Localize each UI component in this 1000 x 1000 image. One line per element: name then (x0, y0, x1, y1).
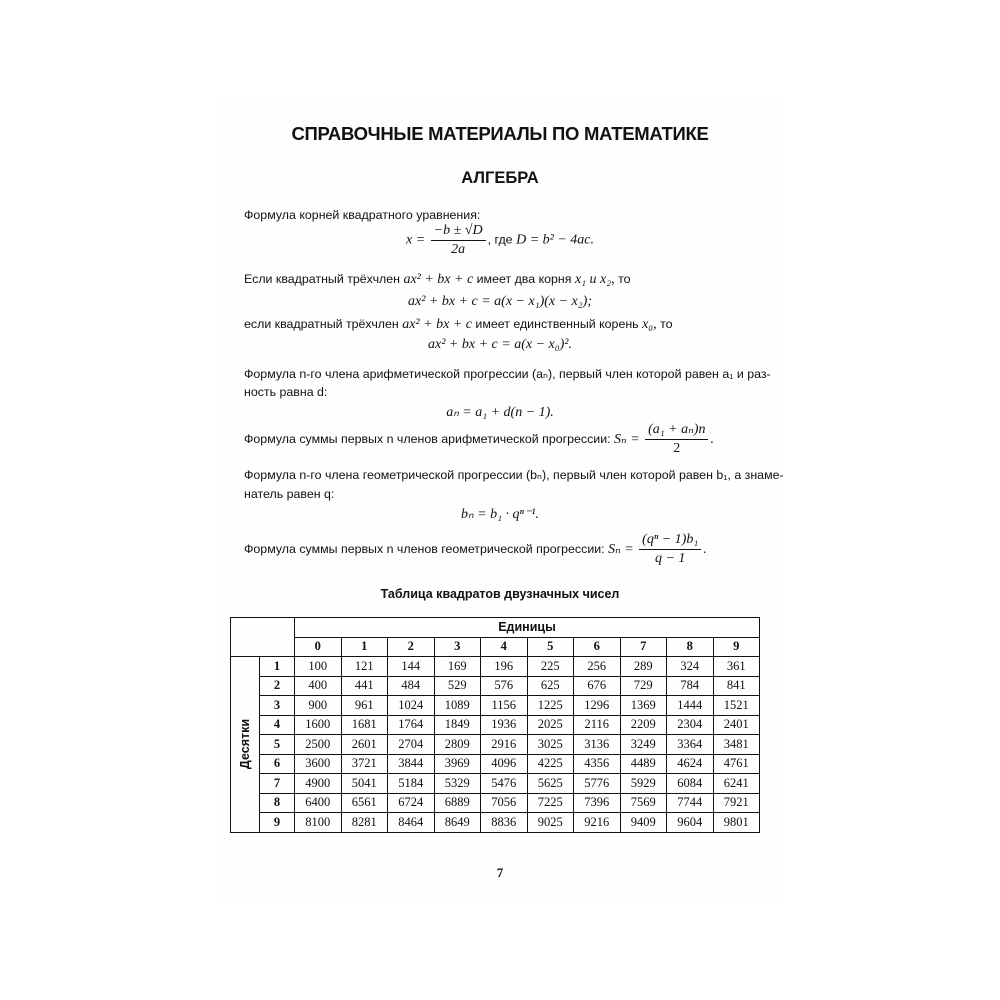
column-header: 6 (574, 637, 621, 657)
arith-sum: Формула суммы первых n членов арифметической прогрессии: Sₙ = $\frac{\text{(a₁ + aₙ)n}}{2}$ . (244, 422, 714, 456)
units-header-row (231, 618, 760, 638)
squares-table (230, 617, 760, 833)
table-cell: 625 (527, 676, 574, 696)
geom-sum-numerator: (qⁿ − 1)b₁ (639, 532, 701, 550)
table-cell: 1521 (713, 696, 760, 716)
page-number: 7 (496, 865, 504, 880)
arith-line1: Формула n-го члена арифметической прогрессии (aₙ), первый член которой равен a₁ и раз- (244, 367, 771, 381)
table-cell: 4225 (527, 754, 574, 774)
table-cell: 1764 (388, 715, 435, 735)
table-cell: 729 (620, 676, 667, 696)
column-header: 1 (341, 637, 388, 657)
table-cell: 1089 (434, 696, 481, 716)
table-cell: 2209 (620, 715, 667, 735)
row-header: 8 (260, 793, 295, 813)
table-cell: 8100 (295, 813, 342, 833)
table-cell: 7569 (620, 793, 667, 813)
table-row (231, 774, 760, 794)
table-cell: 8281 (341, 813, 388, 833)
table-cell: 1936 (481, 715, 528, 735)
table-title: Таблица квадратов двузначных чисел (380, 587, 620, 601)
row-header: 7 (260, 774, 295, 794)
factor-line1 (244, 272, 631, 287)
table-cell: 1849 (434, 715, 481, 735)
table-cell: 4356 (574, 754, 621, 774)
table-cell: 1225 (527, 696, 574, 716)
table-cell: 3249 (620, 735, 667, 755)
page-title: СПРАВОЧНЫЕ МАТЕРИАЛЫ ПО МАТЕМАТИКЕ (291, 123, 709, 144)
table-cell: 1681 (341, 715, 388, 735)
geom-sum-text: Формула суммы первых n членов геометрической прогрессии: (244, 541, 605, 556)
table-cell: 7056 (481, 793, 528, 813)
table-cell: 400 (295, 676, 342, 696)
factor-line1-pre: Если квадратный трёхчлен (244, 272, 400, 286)
table-cell: 3969 (434, 754, 481, 774)
row-header: 4 (260, 715, 295, 735)
factor-line2-root: x₀, (642, 317, 657, 332)
table-cell: 3721 (341, 754, 388, 774)
arith-formula: aₙ = a₁ + d(n − 1). (446, 405, 554, 420)
table-cell: 6724 (388, 793, 435, 813)
table-cell: 4900 (295, 774, 342, 794)
quadratic-where: , где (487, 232, 513, 247)
table-cell: 4624 (667, 754, 714, 774)
table-cell: 2401 (713, 715, 760, 735)
table-cell: 5041 (341, 774, 388, 794)
table-row (231, 715, 760, 735)
geom-sum-lhs: Sₙ = (608, 541, 634, 557)
table-cell: 2704 (388, 735, 435, 755)
document-page (222, 95, 784, 905)
arith-sum-denominator: 2 (673, 441, 681, 456)
geom-line1: Формула n-го члена геометрической прогрессии (bₙ), первый член которой равен b₁, а знаме- (244, 468, 784, 482)
row-header: 5 (260, 735, 295, 755)
table-cell: 441 (341, 676, 388, 696)
factor-line2 (244, 317, 673, 332)
table-cell: 5184 (388, 774, 435, 794)
table-corner-cell (231, 618, 295, 657)
table-cell: 7225 (527, 793, 574, 813)
column-header: 8 (667, 637, 714, 657)
tens-label-cell (231, 657, 260, 833)
table-row (231, 676, 760, 696)
table-cell: 3025 (527, 735, 574, 755)
table-cell: 1296 (574, 696, 621, 716)
row-header: 2 (260, 676, 295, 696)
table-cell: 7744 (667, 793, 714, 813)
table-cell: 6084 (667, 774, 714, 794)
table-cell: 2116 (574, 715, 621, 735)
table-cell: 784 (667, 676, 714, 696)
table-cell: 6400 (295, 793, 342, 813)
table-cell: 2025 (527, 715, 574, 735)
table-cell: 361 (713, 657, 760, 677)
table-cell: 9604 (667, 813, 714, 833)
table-cell: 3481 (713, 735, 760, 755)
table-cell: 5625 (527, 774, 574, 794)
factor-line1-end: то (618, 272, 631, 286)
table-cell: 9216 (574, 813, 621, 833)
table-cell: 7921 (713, 793, 760, 813)
table-row (231, 657, 760, 677)
section-title: АЛГЕБРА (461, 169, 539, 187)
quadratic-x-eq: x = (406, 232, 426, 248)
tens-label: Десятки (238, 719, 252, 770)
table-cell: 6241 (713, 774, 760, 794)
discriminant: D = b² − 4ac. (516, 232, 594, 248)
factor-formula1: ax² + bx + c = a(x − x₁)(x − x₂); (408, 294, 592, 309)
table-cell: 289 (620, 657, 667, 677)
row-header: 3 (260, 696, 295, 716)
column-header-row (231, 637, 760, 657)
factor-line2-pre: если квадратный трёхчлен (244, 317, 399, 331)
table-cell: 5929 (620, 774, 667, 794)
table-cell: 121 (341, 657, 388, 677)
factor-formula2: ax² + bx + c = a(x − x₀)². (428, 337, 572, 352)
table-cell: 6889 (434, 793, 481, 813)
table-cell: 9801 (713, 813, 760, 833)
factor-line1-roots: x₁ и x₂, (574, 272, 615, 287)
table-cell: 4096 (481, 754, 528, 774)
table-cell: 484 (388, 676, 435, 696)
geom-sum: Формула суммы первых n членов геометрической прогрессии: Sₙ = $\frac{\text{(qⁿ − 1)b₁}}{q - 1}$ . (244, 532, 707, 566)
geom-line2: натель равен q: (244, 487, 335, 501)
column-header: 4 (481, 637, 528, 657)
column-header: 9 (713, 637, 760, 657)
table-row (231, 735, 760, 755)
table-cell: 5776 (574, 774, 621, 794)
geom-formula: bₙ = b₁ · qⁿ⁻¹. (461, 507, 539, 522)
table-cell: 3136 (574, 735, 621, 755)
table-cell: 7396 (574, 793, 621, 813)
table-cell: 100 (295, 657, 342, 677)
table-cell: 1024 (388, 696, 435, 716)
column-header: 5 (527, 637, 574, 657)
table-cell: 529 (434, 676, 481, 696)
table-cell: 3364 (667, 735, 714, 755)
factor-line2-mid: имеет единственный корень (475, 317, 639, 331)
table-cell: 1444 (667, 696, 714, 716)
table-cell: 196 (481, 657, 528, 677)
table-row (231, 754, 760, 774)
table-cell: 8836 (481, 813, 528, 833)
table-cell: 961 (341, 696, 388, 716)
units-label: Единицы (295, 618, 760, 638)
table-cell: 8464 (388, 813, 435, 833)
table-cell: 676 (574, 676, 621, 696)
table-cell: 576 (481, 676, 528, 696)
arith-sum-fraction (645, 422, 708, 457)
quadratic-denominator: 2a (451, 242, 466, 257)
table-cell: 900 (295, 696, 342, 716)
table-cell: 2500 (295, 735, 342, 755)
table-cell: 2304 (667, 715, 714, 735)
geom-sum-denominator: q − 1 (654, 551, 686, 566)
factor-line2-end: то (660, 317, 673, 331)
table-cell: 3600 (295, 754, 342, 774)
table-cell: 5329 (434, 774, 481, 794)
table-cell: 324 (667, 657, 714, 677)
arith-sum-text: Формула суммы первых n членов арифметической прогрессии: (244, 431, 611, 446)
table-cell: 5476 (481, 774, 528, 794)
table-cell: 1600 (295, 715, 342, 735)
table-cell: 3844 (388, 754, 435, 774)
table-cell: 841 (713, 676, 760, 696)
row-header: 1 (260, 657, 295, 677)
arith-sum-numerator: (a₁ + aₙ)n (645, 422, 708, 440)
table-cell: 4489 (620, 754, 667, 774)
column-header: 7 (620, 637, 667, 657)
row-header: 9 (260, 813, 295, 833)
table-cell: 2916 (481, 735, 528, 755)
table-cell: 4761 (713, 754, 760, 774)
column-header: 0 (295, 637, 342, 657)
quadratic-formula (222, 223, 778, 258)
column-header: 3 (434, 637, 481, 657)
geom-sum-fraction (639, 532, 701, 567)
row-header: 6 (260, 754, 295, 774)
table-cell: 9409 (620, 813, 667, 833)
table-cell: 2601 (341, 735, 388, 755)
table-row (231, 813, 760, 833)
table-cell: 8649 (434, 813, 481, 833)
table-row (231, 696, 760, 716)
factor-line1-mid: имеет два корня (476, 272, 572, 286)
table-cell: 1156 (481, 696, 528, 716)
table-cell: 144 (388, 657, 435, 677)
quadratic-fraction (431, 223, 486, 258)
table-cell: 6561 (341, 793, 388, 813)
table-cell: 256 (574, 657, 621, 677)
table-row (231, 793, 760, 813)
table-cell: 169 (434, 657, 481, 677)
column-header: 2 (388, 637, 435, 657)
table-cell: 9025 (527, 813, 574, 833)
factor-line1-poly: ax² + bx + c (403, 272, 474, 287)
arith-sum-lhs: Sₙ = (614, 431, 640, 447)
table-cell: 225 (527, 657, 574, 677)
table-cell: 1369 (620, 696, 667, 716)
quadratic-numerator: −b ± √D (431, 223, 486, 241)
table-cell: 2809 (434, 735, 481, 755)
quadratic-intro: Формула корней квадратного уравнения: (244, 208, 481, 222)
factor-line2-poly: ax² + bx + c (402, 317, 472, 332)
arith-line2: ность равна d: (244, 385, 328, 399)
